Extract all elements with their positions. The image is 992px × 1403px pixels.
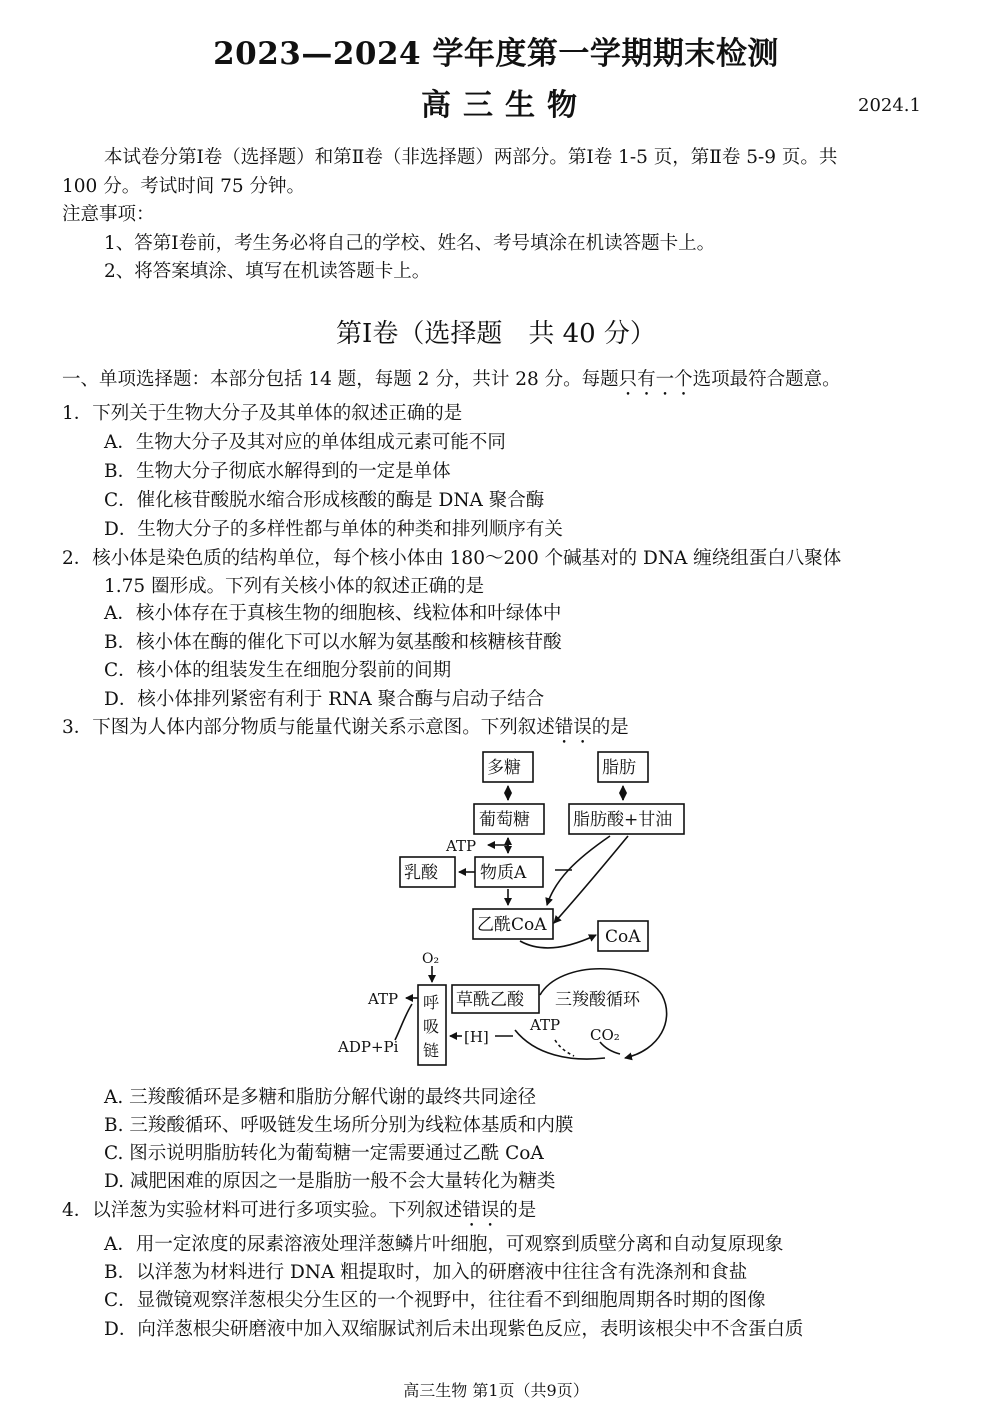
notice-title: 注意事项：: [62, 204, 155, 225]
notice-item-2: 2、将答案填涂、填写在机读答题卡上。: [104, 261, 431, 282]
subject-title: 高三生物: [421, 88, 589, 123]
label-oxaloacetate: 草酰乙酸: [456, 990, 524, 1010]
question-2-stem-cont: 1.75 圈形成。下列有关核小体的叙述正确的是: [104, 576, 485, 597]
exam-title: 2023—2024 学年度第一学期期末检测: [213, 36, 779, 72]
question-2-option-b: B．核小体在酶的催化下可以水解为氨基酸和核糖核苷酸: [104, 632, 562, 653]
section-title: 第Ⅰ卷（选择题 共 40 分）: [336, 319, 656, 349]
part-heading: 一、单项选择题：本部分包括 14 题，每题 2 分，共计 28 分。每题只有一个选项最符合题意。: [62, 369, 841, 390]
label-chain-3: 链: [423, 1041, 440, 1060]
exam-date: 2024.1: [858, 95, 921, 116]
label-chain-2: 吸: [423, 1017, 440, 1036]
question-3-option-c: C. 图示说明脂肪转化为葡萄糖一定需要通过乙酰 CoA: [104, 1143, 544, 1164]
label-lactic-acid: 乳酸: [404, 863, 438, 883]
notice-item-1: 1、答第Ⅰ卷前，考生务必将自己的学校、姓名、考号填涂在机读答题卡上。: [104, 233, 716, 254]
label-polysaccharide: 多糖: [487, 758, 521, 778]
part-heading-emphasis: 只有一个: [618, 369, 693, 390]
label-h: [H]: [464, 1028, 489, 1046]
question-3-emphasis: 错误: [554, 717, 592, 738]
question-3-option-a: A. 三羧酸循环是多糖和脂肪分解代谢的最终共同途径: [104, 1087, 537, 1108]
label-acetyl-coa: 乙酰CoA: [477, 915, 547, 935]
label-fatty-acid-glycerol: 脂肪酸+甘油: [573, 810, 673, 830]
label-atp-top: ATP: [446, 837, 477, 855]
label-atp-cycle: ATP: [530, 1016, 561, 1034]
intro-line-1: 本试卷分第Ⅰ卷（选择题）和第Ⅱ卷（非选择题）两部分。第Ⅰ卷 1-5 页，第Ⅱ卷 5-9 页。共: [104, 147, 838, 168]
question-1-option-d: D．生物大分子的多样性都与单体的种类和排列顺序有关: [104, 519, 563, 540]
question-1-stem: 1．下列关于生物大分子及其单体的叙述正确的是: [62, 403, 463, 424]
question-2-option-a: A．核小体存在于真核生物的细胞核、线粒体和叶绿体中: [104, 603, 562, 624]
question-4-option-a: A．用一定浓度的尿素溶液处理洋葱鳞片叶细胞，可观察到质壁分离和自动复原现象: [104, 1234, 784, 1255]
question-4-option-c: C．显微镜观察洋葱根尖分生区的一个视野中，往往看不到细胞周期各时期的图像: [104, 1290, 766, 1311]
question-4-option-b: B．以洋葱为材料进行 DNA 粗提取时，加入的研磨液中往往含有洗涤剂和食盐: [104, 1262, 748, 1283]
question-1-option-b: B．生物大分子彻底水解得到的一定是单体: [104, 461, 451, 482]
question-4-option-d: D．向洋葱根尖研磨液中加入双缩脲试剂后未出现紫色反应，表明该根尖中不含蛋白质: [104, 1319, 804, 1340]
label-substance-a: 物质A: [480, 863, 527, 883]
label-coa: CoA: [605, 927, 641, 947]
question-2-option-d: D．核小体排列紧密有利于 RNA 聚合酶与启动子结合: [104, 689, 545, 710]
question-2-stem: 2．核小体是染色质的结构单位，每个核小体由 180～200 个碱基对的 DNA 缠绕组蛋白八聚体: [62, 548, 842, 569]
page-footer: 高三生物 第1页（共9页）: [403, 1381, 589, 1400]
label-atp-left: ATP: [368, 990, 399, 1008]
label-tca-cycle: 三羧酸循环: [555, 990, 640, 1010]
question-3-option-d: D. 减肥困难的原因之一是脂肪一般不会大量转化为糖类: [104, 1171, 556, 1192]
label-fat: 脂肪: [602, 758, 636, 778]
question-3-option-b: B. 三羧酸循环、呼吸链发生场所分别为线粒体基质和内膜: [104, 1115, 574, 1136]
label-glucose: 葡萄糖: [479, 810, 530, 830]
question-4-stem: 4．以洋葱为实验材料可进行多项实验。下列叙述错误的是: [62, 1200, 537, 1221]
question-4-emphasis: 错误: [462, 1200, 500, 1221]
label-chain-1: 呼: [423, 993, 440, 1012]
label-adp-pi: ADP+Pi: [338, 1038, 399, 1056]
question-2-option-c: C．核小体的组装发生在细胞分裂前的间期: [104, 660, 452, 681]
label-o2: O₂: [422, 951, 440, 967]
question-3-stem: 3．下图为人体内部分物质与能量代谢关系示意图。下列叙述错误的是: [62, 717, 629, 738]
question-1-option-c: C．催化核苷酸脱水缩合形成核酸的酶是 DNA 聚合酶: [104, 490, 545, 511]
intro-line-2: 100 分。考试时间 75 分钟。: [62, 176, 305, 197]
metabolism-diagram: [330, 745, 700, 1075]
label-co2: CO₂: [590, 1026, 620, 1044]
question-1-option-a: A．生物大分子及其对应的单体组成元素可能不同: [104, 432, 506, 453]
